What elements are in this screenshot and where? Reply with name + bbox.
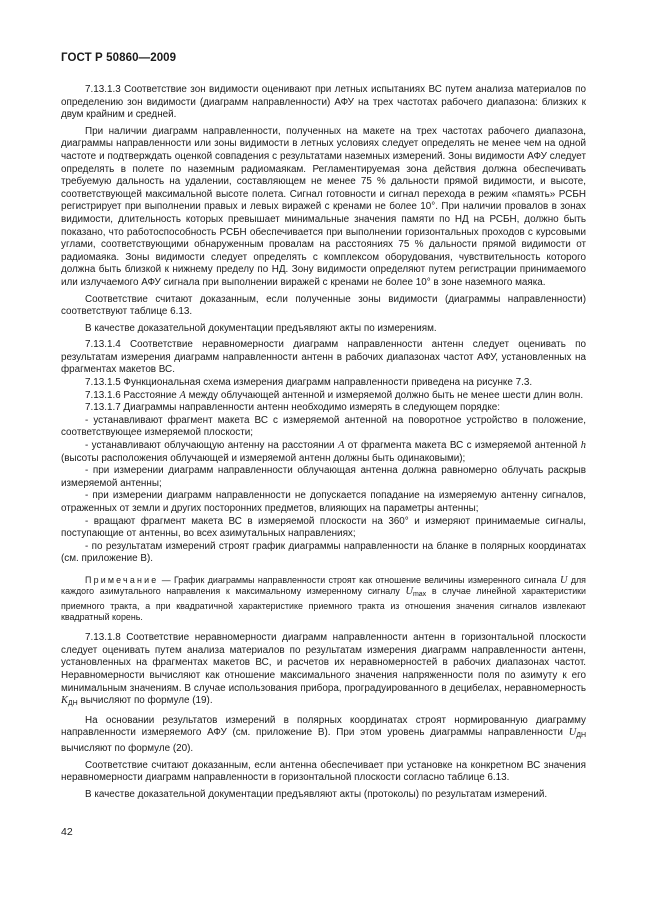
paragraph-documentation: В качестве доказательной документации предъявляют акты по измерениям. [85,322,437,334]
paragraph-7-13-1-6 [61,390,586,403]
text-run: 7.13.1.6 Расстояние [85,389,180,401]
paragraph-7-13-1-3: 7.13.1.3 Соответствие зон видимости оценивают при летных испытаниях ВС путем анализа материалов по определению зон видимости (диаграмм направленности) АФУ на трех частотах рабочего диапазона: близких к двум крайним и средней. [61,84,586,121]
variable-h: h [580,440,586,452]
text-run: от фрагмента макета ВС с измеряемой антенной [344,440,581,452]
subscript-max: max [412,591,427,599]
text-run: в случае линейной характеристики приемного тракта, а при квадратичной характеристике приемного тракта из отношения значения сигналов извлекают квадратный корень. [61,586,587,622]
paragraph-7-13-1-7: 7.13.1.7 Диаграммы направленности антенн необходимо измерять в следующем порядке: [85,402,501,414]
text-run: - устанавливают облучающую антенну на расстоянии [85,440,339,452]
subscript-dn: ДН [576,732,586,740]
variable-umax: U [405,586,413,598]
variable-a: А [338,440,345,452]
paragraph-7-13-1-8 [61,632,586,711]
text-run: между облучающей антенной и измеряемой должно быть не менее шести длин волн. [185,389,584,401]
note [61,575,586,623]
text-run: для каждого азимутального направления к максимальному измеренному сигналу [61,574,586,597]
list-item [61,440,586,465]
paragraph-7-13-1-5: 7.13.1.5 Функциональная схема измерения диаграмм направленности приведена на рисунке 7.3. [85,377,533,389]
subscript-dn: ДН [67,700,78,708]
list-item: - при измерении диаграмм направленности не допускается попадание на измеряемую антенну сигналов, отраженных от земли и других посторонних предметов, влияющих на параметры антенны; [61,490,586,514]
paragraph-documentation-2: В качестве доказательной документации предъявляют акты (протоколы) по результатам измерений. [85,788,548,800]
paragraph-compliance-2: Соответствие считают доказанным, если антенна обеспечивает при установке на конкретном ВС значения неравномерности диаграмм направленности в горизонтальной плоскости согласно таблице 6.13. [61,759,586,784]
list-item: - при измерении диаграмм направленности облучающая антенна должна равномерно облучать раскрыв измеряемой антенны; [61,465,586,489]
text-run: На основании результатов измерений в полярных координатах строят нормированную диаграмму направленности измеряемого АФУ (см. приложение В). При этом уровень диаграммы направленности [61,714,586,739]
paragraph-polar [61,715,586,756]
text-run: вычисляют по формуле (20). [61,742,194,754]
variable-k: К [61,695,68,707]
paragraph-diagrams: При наличии диаграмм направленности, полученных на макете на трех частотах рабочего диапазона, диаграммы направленности или зоны видимости в летных условиях следует определять не менее чем на одной частоте и подтверждать оценкой совпадения с результатами наземных измерений. Зоны видимости АФУ следует определять в полете по наземным радиомаякам. Регламентируемая зона действия должна обеспечивать требуемую дальность на удалении, составляющем не менее 75 % дальности прямой видимости, и высоте, соответствующей максимальной высоте полета. Сигнал готовности и сигнал перехода в режим «память» РСБН регистрирует при выполнении правых и левых виражей с кренами не более 10°. При наличии провалов в зонах видимости, длительность которых превышает минимальные значения памяти по НД на РСБН, должно быть показано, что работоспособность РСБН обеспечивается при выполнении горизонтальных проходов с курсовыми углами, соответствующими обнаруженным провалам на расстояниях 75 % дальности прямой видимости от радиомаяка. Зоны видимости следует определять с комплексом оборудования, чувствительность которого должна быть близкой к нижнему пределу по НД. Зону видимости определяют путем регистрации принимаемого или излучаемого АФУ сигнала при выполнении виражей с кренами не более 10° в зоне наземного маяка. [61,125,586,288]
text-run: вычисляют по формуле (19). [77,695,213,707]
variable-a: А [179,389,186,401]
variable-u: U [568,727,577,739]
text-run: — График диаграммы направленности строят как отношение величины измеренного сигнала [158,574,560,585]
standard-header: ГОСТ Р 50860—2009 [61,52,177,64]
document-body [61,84,586,801]
page-number: 42 [61,826,73,838]
list-item: - вращают фрагмент макета ВС в измеряемой плоскости на 360° и измеряют принимаемые сигналы, поступающие от антенны, во всех азимутальных направлениях; [61,515,586,540]
paragraph-7-13-1-4: 7.13.1.4 Соответствие неравномерности диаграмм направленности антенн следует оценивать по результатам измерения диаграмм направленности антенн в рабочих диапазонах частот АФУ, установленных на фрагментах макетов ВС. [61,339,586,376]
note-label: Примечание [85,574,159,585]
list-item: - устанавливают фрагмент макета ВС с измеряемой антенной на поворотное устройство в положение, соответствующее измеряемой плоскости; [61,414,586,439]
text-run: 7.13.1.8 Соответствие неравномерности диаграмм направленности антенн в горизонтальной плоскости следует оценивать путем анализа материалов по результатам измерения диаграмм направленности антенн, установленных на фрагментах макетов ВС, и расчетов их неравномерностей в рабочих диапазонах частот. Неравномерности вычисляют как отношение максимального значения напряженности поля по азимуту к его минимальным значениям. В случае использования прибора, проградуированного в децибелах, неравномерность [61,632,586,694]
variable-u: U [559,574,568,586]
text-run: (высоты расположения облучающей и измеряемой антенн должны быть одинаковыми); [61,452,466,464]
paragraph-compliance: Соответствие считают доказанным, если полученные зоны видимости (диаграммы направленности) соответствуют таблице 6.13. [61,293,586,318]
list-item: - по результатам измерений строят график диаграммы направленности на бланке в полярных координатах (см. приложение В). [61,540,586,565]
